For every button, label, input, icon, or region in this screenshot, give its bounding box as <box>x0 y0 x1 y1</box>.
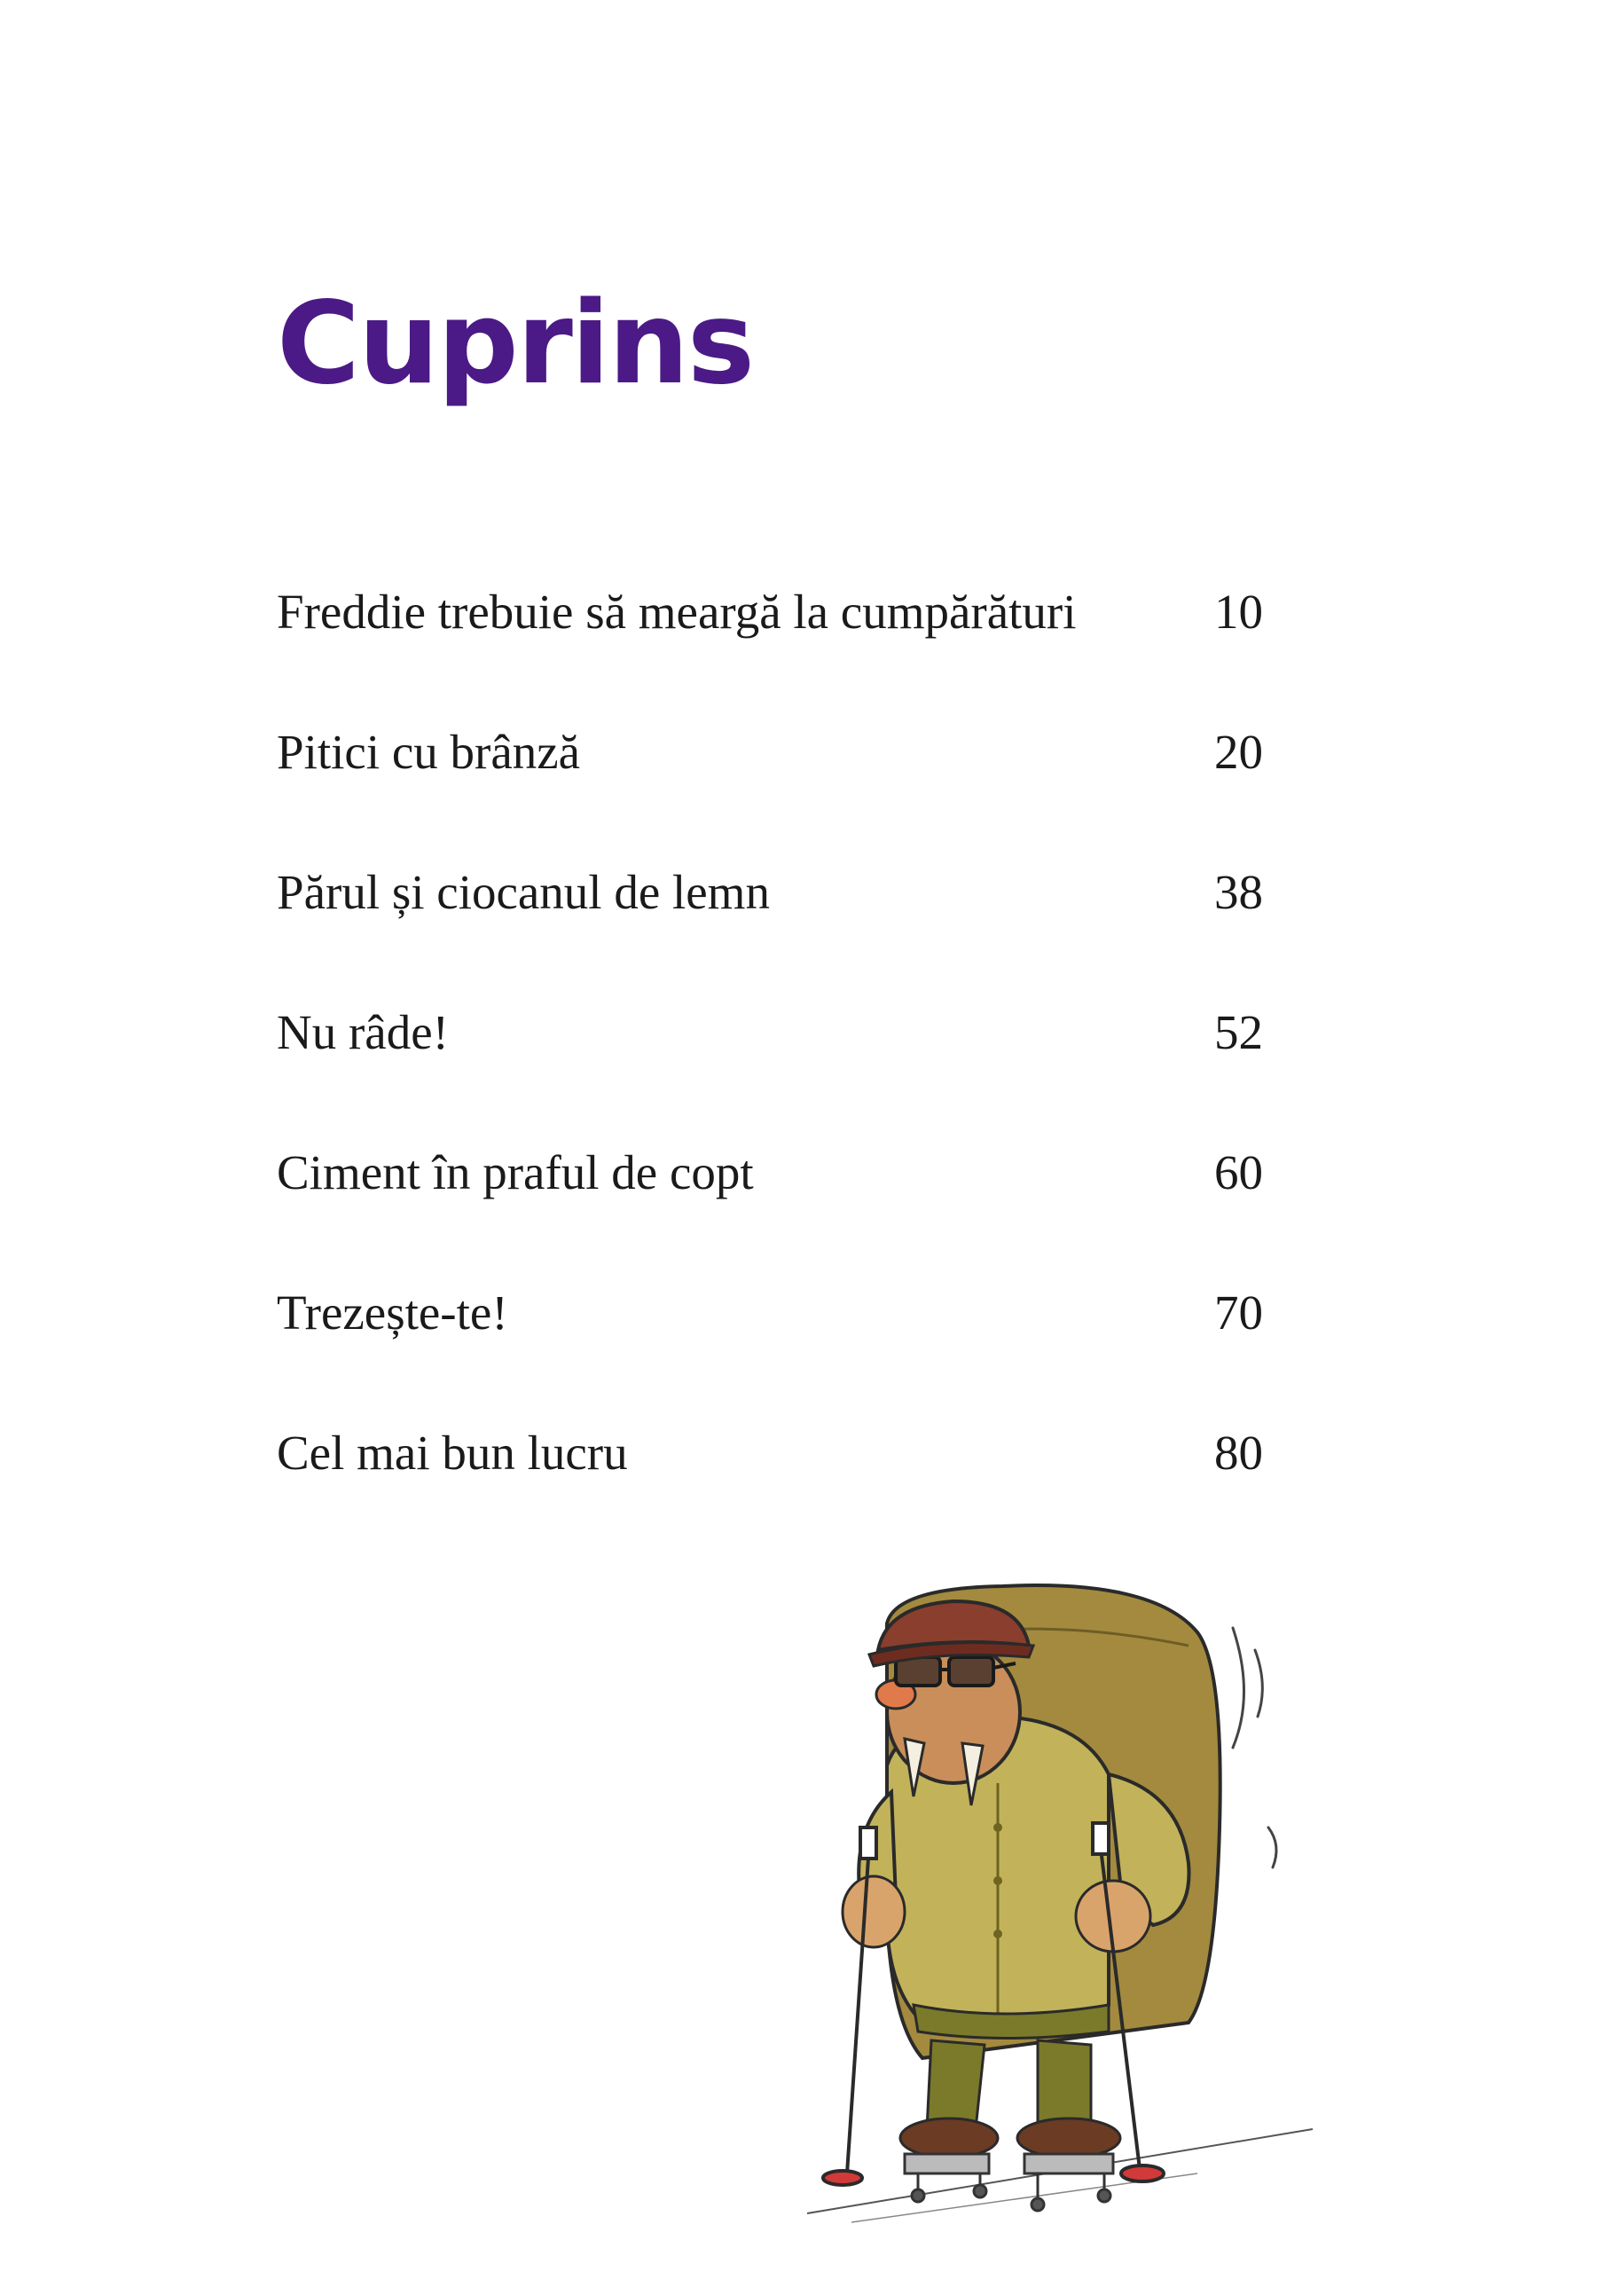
toc-entry[interactable] <box>277 848 1263 988</box>
toc-entry[interactable] <box>277 708 1263 848</box>
shopping-cart-skates <box>905 2154 1113 2211</box>
toc-entry-page-number: 10 <box>1214 585 1263 639</box>
toc-entry[interactable] <box>277 1269 1263 1409</box>
toc-entry-title: Nu râde! <box>277 1005 449 1059</box>
toc-entry-title: Freddie trebuie să meargă la cumpărături <box>277 585 1077 639</box>
right-shoe <box>1017 2118 1120 2157</box>
toc-entry-page-number: 60 <box>1214 1145 1263 1199</box>
toc-entry-title: Ciment în praful de copt <box>277 1145 754 1199</box>
left-shoe <box>900 2118 998 2157</box>
toc-entry[interactable] <box>277 568 1263 708</box>
right-leg <box>1038 2040 1091 2129</box>
shirt-button <box>993 1876 1002 1885</box>
toc-entry-title: Pitici cu brânză <box>277 725 581 779</box>
toc-entry[interactable] <box>277 1409 1263 1549</box>
motion-lines <box>1233 1628 1276 1867</box>
shirt-button <box>993 1930 1002 1938</box>
page-title: Cuprins <box>277 278 753 410</box>
toc-entry-title: Părul și ciocanul de lemn <box>277 865 770 919</box>
toc-entry-page-number: 20 <box>1214 725 1263 779</box>
table-of-contents <box>277 568 1263 1549</box>
toc-entry-page-number: 80 <box>1214 1426 1263 1480</box>
toc-entry-page-number: 52 <box>1214 1005 1263 1059</box>
left-leg <box>927 2040 985 2129</box>
shirt-button <box>993 1823 1002 1832</box>
walrus-hiker-illustration <box>772 1561 1348 2236</box>
toc-entry[interactable] <box>277 988 1263 1128</box>
toc-entry[interactable] <box>277 1128 1263 1269</box>
left-hand <box>843 1876 905 1947</box>
toc-entry-page-number: 70 <box>1214 1285 1263 1340</box>
toc-entry-title: Trezește-te! <box>277 1285 508 1340</box>
toc-entry-page-number: 38 <box>1214 865 1263 919</box>
toc-entry-title: Cel mai bun lucru <box>277 1426 628 1480</box>
